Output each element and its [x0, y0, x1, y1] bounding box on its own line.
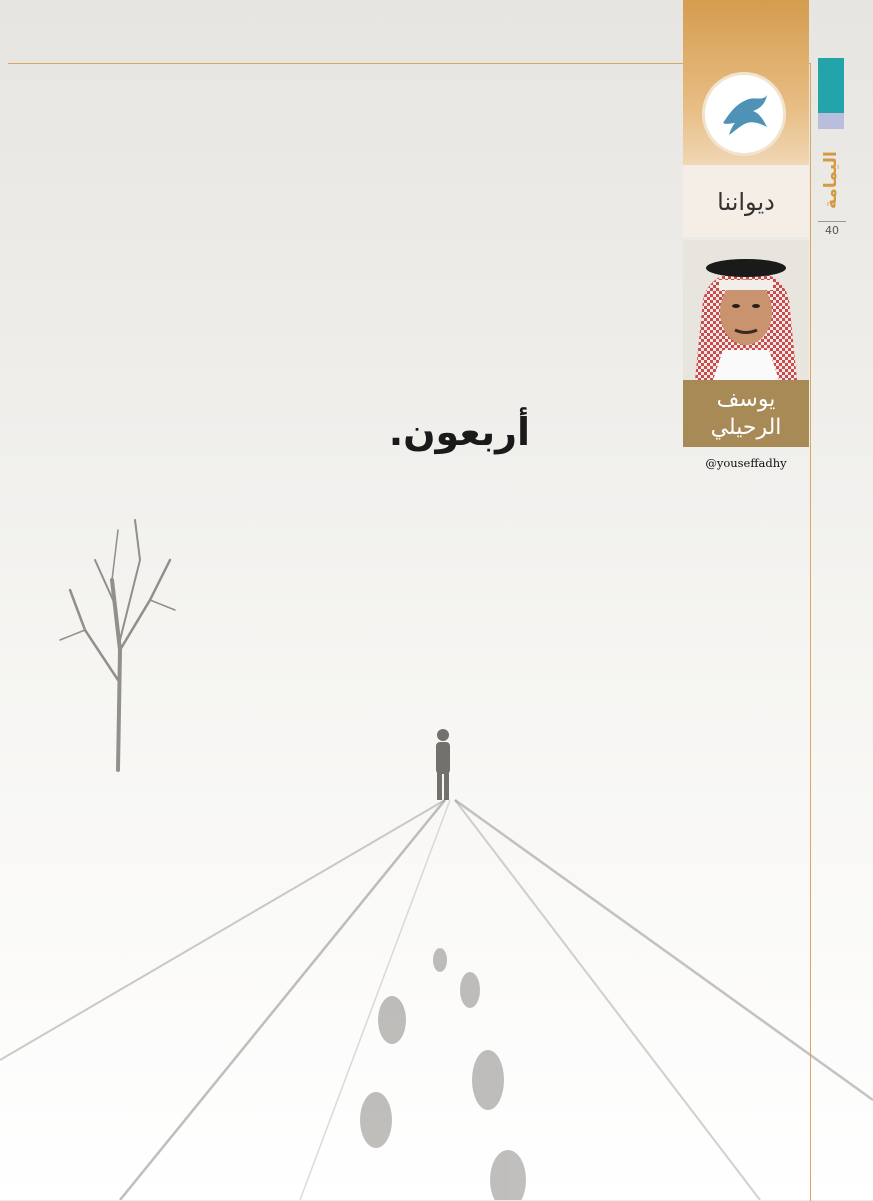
section-header	[683, 0, 809, 237]
poem-title: أربعون.	[388, 410, 530, 454]
author-name-band	[683, 380, 809, 447]
author-first-name: يوسف	[716, 387, 776, 412]
author-handle: @youseffadhy	[705, 456, 787, 470]
author-last-name: الرحيلي	[710, 415, 782, 440]
magazine-color-tab-secondary	[818, 113, 844, 129]
page-number: 40	[818, 221, 846, 237]
author-photo	[683, 240, 809, 380]
section-title: ديواننا	[717, 188, 775, 216]
magazine-logo: اليمامة	[821, 151, 841, 209]
author-portrait	[683, 240, 809, 380]
section-logo	[702, 72, 786, 156]
magazine-color-tab	[818, 58, 844, 113]
dove-icon	[713, 83, 775, 145]
